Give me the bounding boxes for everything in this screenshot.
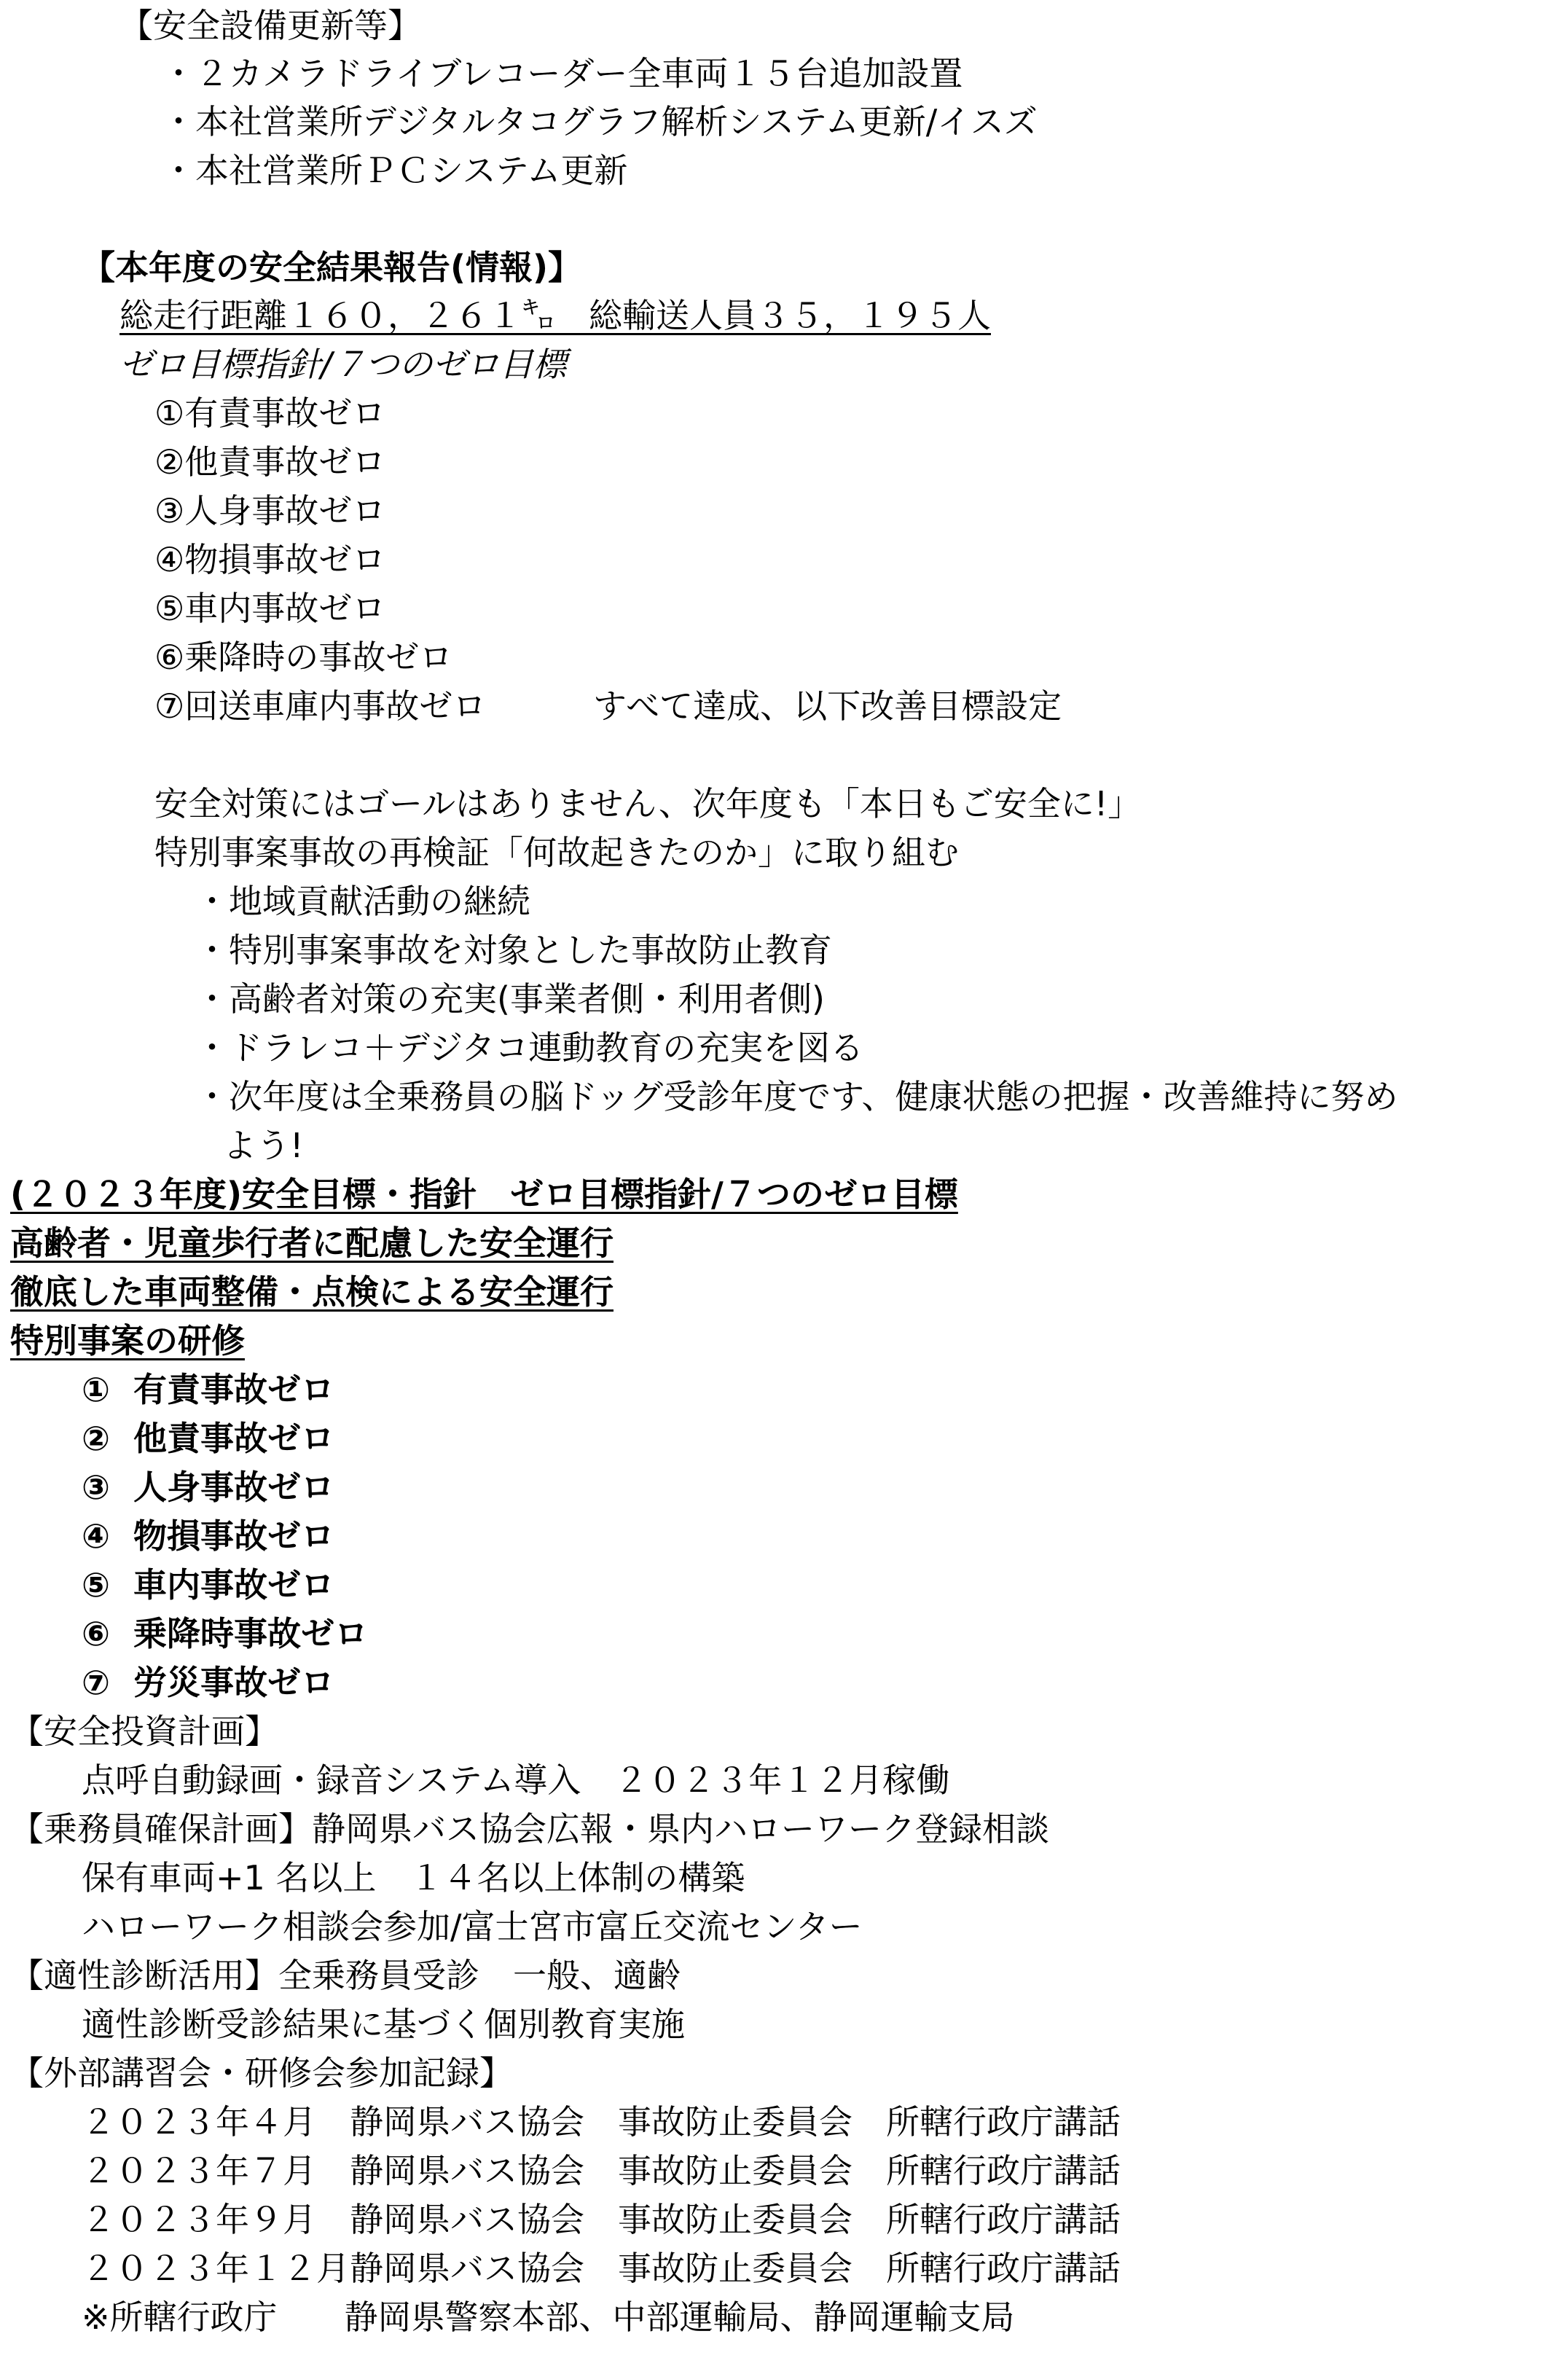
staffing-detail: 保有車両+1 名以上 １４名以上体制の構築 bbox=[82, 1858, 745, 1897]
results-summary: 総走行距離１６０，２６１㌔ 総輸送人員３５，１９５人 bbox=[119, 296, 991, 335]
aptitude-heading: 【適性診断活用】全乗務員受診 一般、適齢 bbox=[10, 1956, 681, 1995]
targets-line: 高齢者・児童歩行者に配慮した安全運行 bbox=[10, 1223, 614, 1263]
targets-headline: (２０２３年度)安全目標・指針 ゼロ目標指針/７つのゼロ目標 bbox=[10, 1175, 958, 1214]
external-heading: 【外部講習会・研修会参加記録】 bbox=[10, 2053, 513, 2093]
results-action: ・高齢者対策の充実(事業者側・利用者側) bbox=[195, 979, 825, 1019]
results-zero-goal: ②他責事故ゼロ bbox=[154, 442, 386, 482]
results-paragraph: 安全対策にはゴールはありません、次年度も「本日もご安全に!」 bbox=[154, 784, 1142, 823]
targets-line: 徹底した車両整備・点検による安全運行 bbox=[10, 1272, 614, 1312]
targets-line: 特別事案の研修 bbox=[10, 1321, 245, 1360]
results-action: ・ドラレコ＋デジタコ連動教育の充実を図る bbox=[195, 1028, 864, 1068]
equipment-item: ・本社営業所デジタルタコグラフ解析システム更新/イスズ bbox=[162, 102, 1038, 141]
targets-zero-goal: ⑦ 労災事故ゼロ bbox=[82, 1663, 334, 1702]
results-policy: ゼロ目標指針/７つのゼロ目標 bbox=[119, 345, 567, 384]
targets-zero-goal: ① 有責事故ゼロ bbox=[82, 1370, 334, 1409]
results-heading: 【本年度の安全結果報告(情報)】 bbox=[82, 248, 582, 287]
targets-zero-goal: ② 他責事故ゼロ bbox=[82, 1419, 334, 1458]
staffing-heading: 【乗務員確保計画】静岡県バス協会広報・県内ハローワーク登録相談 bbox=[10, 1809, 1049, 1849]
investment-detail: 点呼自動録画・録音システム導入 ２０２３年１２月稼働 bbox=[82, 1760, 950, 1800]
targets-zero-goal: ⑤ 車内事故ゼロ bbox=[82, 1565, 334, 1605]
investment-heading: 【安全投資計画】 bbox=[10, 1712, 278, 1751]
targets-zero-goal: ③ 人身事故ゼロ bbox=[82, 1468, 334, 1507]
equipment-item: ・本社営業所ＰＣシステム更新 bbox=[162, 151, 628, 190]
results-zero-goal: ①有責事故ゼロ bbox=[154, 393, 386, 433]
external-note: ※所轄行政庁 静岡県警察本部、中部運輸局、静岡運輸支局 bbox=[82, 2298, 1015, 2337]
external-record: ２０２３年４月 静岡県バス協会 事故防止委員会 所轄行政庁講話 bbox=[82, 2102, 1121, 2142]
results-action-continued: よう! bbox=[223, 1126, 304, 1165]
results-zero-goal: ④物損事故ゼロ bbox=[154, 540, 386, 579]
equipment-heading: 【安全設備更新等】 bbox=[119, 6, 421, 45]
results-zero-goal: ③人身事故ゼロ bbox=[154, 491, 386, 530]
external-record: ２０２３年７月 静岡県バス協会 事故防止委員会 所轄行政庁講話 bbox=[82, 2151, 1121, 2190]
results-action: ・次年度は全乗務員の脳ドッグ受診年度です、健康状態の把握・改善維持に努め bbox=[195, 1077, 1398, 1116]
results-achieved-note: すべて達成、以下改善目標設定 bbox=[593, 686, 1062, 726]
results-zero-goal: ⑤車内事故ゼロ bbox=[154, 589, 386, 628]
staffing-detail: ハローワーク相談会参加/富士宮市富丘交流センター bbox=[82, 1907, 863, 1946]
targets-zero-goal: ⑥ 乗降時事故ゼロ bbox=[82, 1614, 368, 1653]
external-record: ２０２３年９月 静岡県バス協会 事故防止委員会 所轄行政庁講話 bbox=[82, 2200, 1121, 2239]
equipment-item: ・２カメラドライブレコーダー全車両１５台追加設置 bbox=[162, 54, 963, 93]
results-paragraph: 特別事案事故の再検証「何故起きたのか」に取り組む bbox=[154, 833, 959, 872]
targets-zero-goal: ④ 物損事故ゼロ bbox=[82, 1516, 334, 1556]
aptitude-detail: 適性診断受診結果に基づく個別教育実施 bbox=[82, 2005, 685, 2044]
results-action: ・特別事案事故を対象とした事故防止教育 bbox=[195, 931, 832, 970]
results-zero-goal: ⑥乗降時の事故ゼロ bbox=[154, 638, 453, 677]
external-record: ２０２３年１２月静岡県バス協会 事故防止委員会 所轄行政庁講話 bbox=[82, 2249, 1121, 2288]
results-zero-goal: ⑦回送車庫内事故ゼロ bbox=[154, 686, 487, 726]
results-action: ・地域貢献活動の継続 bbox=[195, 882, 530, 921]
